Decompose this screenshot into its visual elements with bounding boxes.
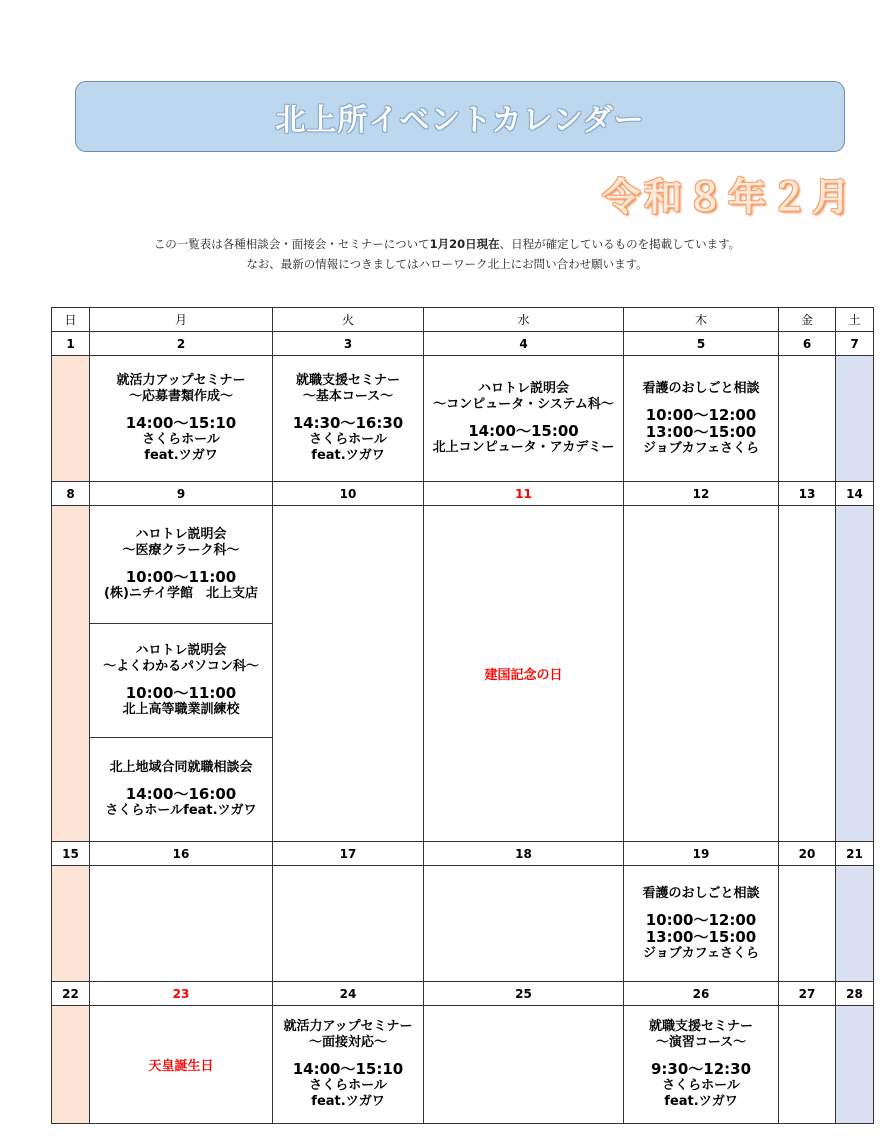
date-cell: 25 <box>424 982 624 1006</box>
date-cell: 12 <box>624 482 779 506</box>
event-time: 9:30～12:30 <box>650 1060 752 1078</box>
holiday-label: 天皇誕生日 <box>148 1059 214 1074</box>
date-cell: 1 <box>52 332 90 356</box>
saturday-cell <box>836 866 874 982</box>
date-cell-holiday: 23 <box>90 982 273 1006</box>
event-subtitle: ～医療クラーク科～ <box>122 543 240 558</box>
date-cell: 6 <box>779 332 836 356</box>
event-cell <box>624 866 779 982</box>
event-title: 就職支援セミナー <box>295 373 400 388</box>
month-label: 令和８年２月 <box>601 175 854 219</box>
event-place: (株)ニチイ学館 北上支店 <box>104 586 258 601</box>
event-place: さくらホールfeat.ツガワ <box>105 803 257 818</box>
date-cell: 17 <box>273 842 424 866</box>
event-item <box>90 737 272 841</box>
event-cell <box>273 1006 424 1124</box>
date-cell: 5 <box>624 332 779 356</box>
empty-cell <box>779 506 836 842</box>
event-time: 10:00～11:00 <box>125 568 237 586</box>
event-cell <box>624 356 779 482</box>
event-place: feat.ツガワ <box>664 1094 738 1109</box>
date-cell: 20 <box>779 842 836 866</box>
date-row <box>52 332 874 356</box>
event-place: ジョブカフェさくら <box>643 440 759 456</box>
saturday-cell <box>836 506 874 842</box>
event-title: 北上地域合同就職相談会 <box>109 760 253 775</box>
event-place: ジョブカフェさくら <box>643 945 759 961</box>
event-subtitle: ～基本コース～ <box>302 389 394 404</box>
empty-cell <box>779 356 836 482</box>
event-item <box>624 377 778 461</box>
saturday-cell <box>836 356 874 482</box>
date-row <box>52 842 874 866</box>
date-row <box>52 482 874 506</box>
event-place: 北上高等職業訓練校 <box>122 702 240 717</box>
event-time: 10:00～12:00 <box>645 405 757 424</box>
event-place: 北上コンピュータ・アカデミー <box>432 440 615 455</box>
weekday-fri: 金 <box>779 308 836 332</box>
event-place: feat.ツガワ <box>311 448 385 463</box>
event-subtitle: ～面接対応～ <box>308 1035 387 1050</box>
date-cell: 24 <box>273 982 424 1006</box>
event-stack <box>90 506 272 841</box>
event-place: さくらホール <box>309 1078 387 1093</box>
empty-cell <box>624 506 779 842</box>
event-title: ハロトレ説明会 <box>477 381 569 396</box>
event-title: 看護のおしごと相談 <box>642 380 760 396</box>
note-text: 、日程が確定しているものを掲載しています。 <box>499 237 741 251</box>
date-cell: 21 <box>836 842 874 866</box>
sunday-cell <box>52 356 90 482</box>
empty-cell <box>779 1006 836 1124</box>
event-calendar <box>51 307 874 1124</box>
holiday-cell <box>90 1006 273 1124</box>
event-time: 10:00～11:00 <box>125 684 237 702</box>
weekday-tue: 火 <box>273 308 424 332</box>
event-item <box>90 369 272 468</box>
weekday-wed: 水 <box>424 308 624 332</box>
date-cell: 19 <box>624 842 779 866</box>
empty-cell <box>90 866 273 982</box>
note-line-2: なお、最新の情報につきましてはハローワーク北上にお問い合わせ願います。 <box>246 257 648 271</box>
date-cell: 8 <box>52 482 90 506</box>
event-title: 就職支援セミナー <box>648 1019 753 1034</box>
weekday-mon: 月 <box>90 308 273 332</box>
holiday-cell <box>424 506 624 842</box>
weekday-sat: 土 <box>836 308 874 332</box>
date-row <box>52 982 874 1006</box>
empty-cell <box>424 866 624 982</box>
event-time: 14:00～16:00 <box>125 785 237 803</box>
event-cell <box>90 356 273 482</box>
empty-cell <box>424 1006 624 1124</box>
empty-cell <box>273 506 424 842</box>
event-cell <box>273 356 424 482</box>
event-place: さくらホール <box>662 1078 740 1093</box>
note-date: 1月20日現在 <box>429 237 500 251</box>
event-item <box>624 882 778 966</box>
event-time: 13:00～15:00 <box>645 927 757 946</box>
event-title: ハロトレ説明会 <box>135 527 227 542</box>
date-cell: 4 <box>424 332 624 356</box>
sunday-cell <box>52 506 90 842</box>
note-text: この一覧表は各種相談会・面接会・セミナーについて <box>153 237 430 251</box>
empty-cell <box>273 866 424 982</box>
event-title: 就活力アップセミナー <box>283 1019 413 1034</box>
date-cell: 7 <box>836 332 874 356</box>
event-place: さくらホール <box>142 432 220 447</box>
event-subtitle: ～コンピュータ・システム科～ <box>433 397 614 412</box>
sunday-cell <box>52 866 90 982</box>
event-title: 就活力アップセミナー <box>116 373 246 388</box>
event-row <box>52 506 874 842</box>
page-title: 北上所イベントカレンダー <box>275 102 645 138</box>
date-cell: 14 <box>836 482 874 506</box>
date-cell: 9 <box>90 482 273 506</box>
event-item <box>90 623 272 737</box>
event-subtitle: ～よくわかるパソコン科～ <box>103 659 259 674</box>
event-time: 14:00～15:00 <box>468 422 579 440</box>
event-row <box>52 1006 874 1124</box>
event-item <box>273 1015 423 1114</box>
date-cell-holiday: 11 <box>424 482 624 506</box>
event-title: ハロトレ説明会 <box>135 643 227 658</box>
weekday-header <box>52 308 874 332</box>
sunday-cell <box>52 1006 90 1124</box>
date-cell: 26 <box>624 982 779 1006</box>
event-row <box>52 866 874 982</box>
date-cell: 18 <box>424 842 624 866</box>
event-cell <box>624 1006 779 1124</box>
date-cell: 28 <box>836 982 874 1006</box>
date-cell: 2 <box>90 332 273 356</box>
note-line-1 <box>0 236 894 252</box>
event-time: 14:30～16:30 <box>292 414 404 432</box>
event-time: 10:00～12:00 <box>645 910 757 929</box>
saturday-cell <box>836 1006 874 1124</box>
event-place: feat.ツガワ <box>311 1094 385 1109</box>
event-item <box>273 369 423 468</box>
event-item <box>90 506 272 623</box>
event-title: 看護のおしごと相談 <box>642 885 760 901</box>
weekday-sun: 日 <box>52 308 90 332</box>
event-place: さくらホール <box>309 432 387 447</box>
title-banner <box>75 81 845 152</box>
date-cell: 15 <box>52 842 90 866</box>
date-cell: 16 <box>90 842 273 866</box>
holiday-label: 建国記念の日 <box>484 668 563 683</box>
event-time: 14:00～15:10 <box>125 414 237 432</box>
event-cell <box>424 356 624 482</box>
event-time: 13:00～15:00 <box>645 422 757 441</box>
event-subtitle: ～応募書類作成～ <box>128 389 233 404</box>
event-row <box>52 356 874 482</box>
date-cell: 3 <box>273 332 424 356</box>
date-cell: 10 <box>273 482 424 506</box>
event-cell <box>90 506 273 842</box>
date-cell: 13 <box>779 482 836 506</box>
event-time: 14:00～15:10 <box>292 1060 404 1078</box>
event-item <box>624 1015 778 1114</box>
date-cell: 22 <box>52 982 90 1006</box>
event-place: feat.ツガワ <box>144 448 218 463</box>
weekday-thu: 木 <box>624 308 779 332</box>
empty-cell <box>779 866 836 982</box>
date-cell: 27 <box>779 982 836 1006</box>
event-item <box>424 377 623 460</box>
event-subtitle: ～演習コース～ <box>655 1035 747 1050</box>
